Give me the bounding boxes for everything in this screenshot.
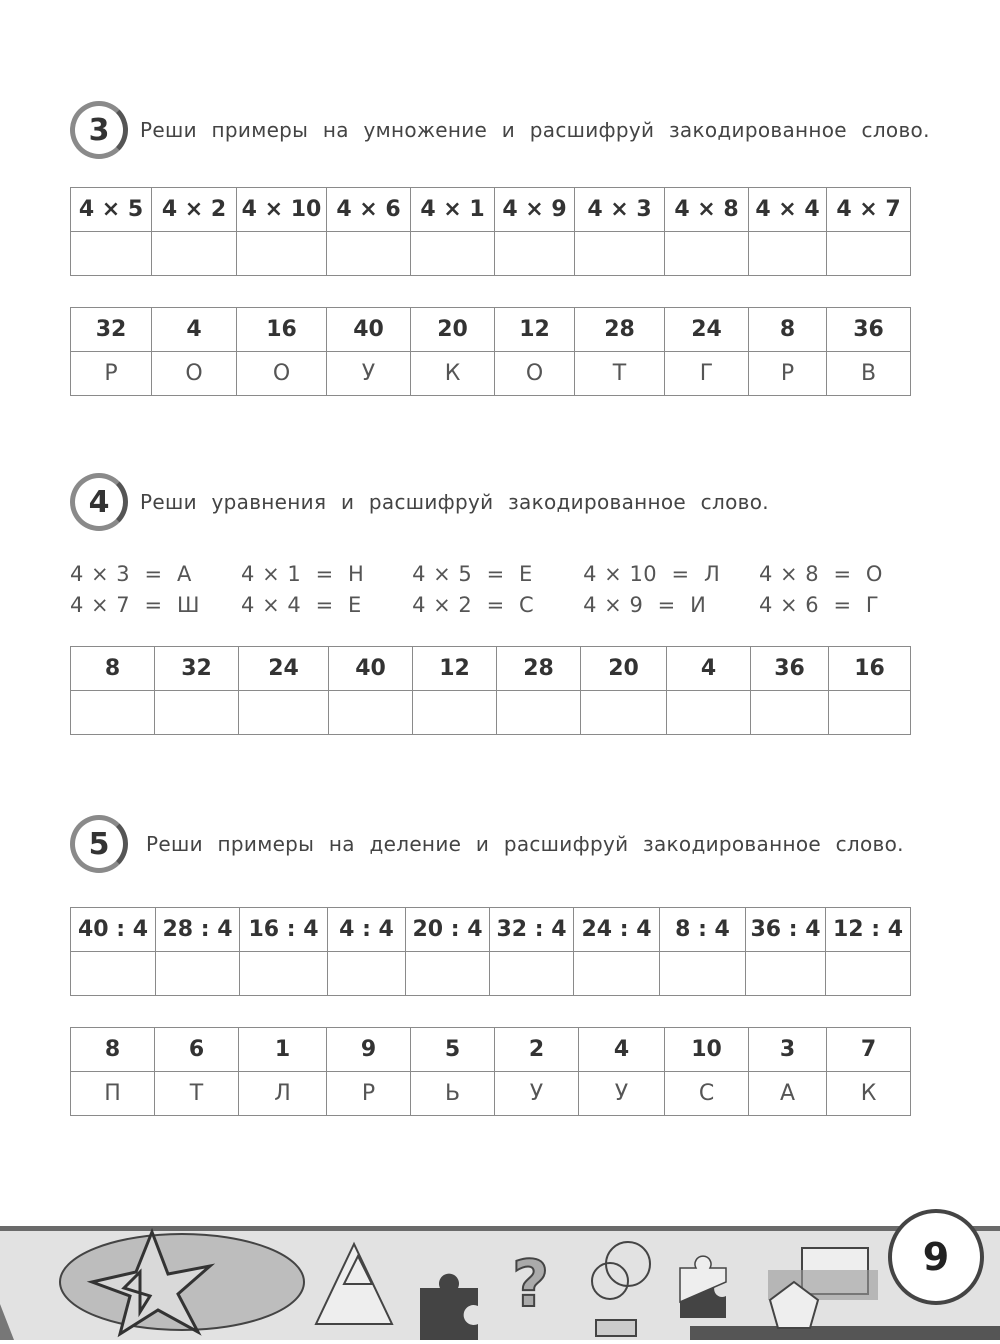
answer-cell[interactable] bbox=[411, 232, 495, 276]
key-letter-cell: А bbox=[749, 1072, 827, 1116]
answer-cell[interactable] bbox=[827, 232, 911, 276]
key-number-cell: 2 bbox=[495, 1028, 579, 1072]
key-equation: 4 × 6 = Г bbox=[758, 592, 880, 617]
key-letter-cell: У bbox=[495, 1072, 579, 1116]
answer-cell[interactable] bbox=[71, 691, 155, 735]
key-equation: 4 × 4 = Е bbox=[241, 592, 362, 617]
answer-cell[interactable] bbox=[667, 691, 751, 735]
example-cell: 4 × 4 bbox=[749, 188, 827, 232]
task-number-badge: 5 bbox=[70, 815, 128, 873]
key-equation: 4 × 9 = И bbox=[583, 592, 707, 617]
example-cell: 4 : 4 bbox=[328, 908, 406, 952]
key-letter-cell: У bbox=[327, 352, 411, 396]
key-equation: 4 × 10 = Л bbox=[583, 561, 721, 586]
example-cell: 4 × 2 bbox=[152, 188, 237, 232]
answer-cell[interactable] bbox=[746, 952, 826, 996]
example-cell: 4 × 10 bbox=[237, 188, 327, 232]
example-cell: 36 : 4 bbox=[746, 908, 826, 952]
number-cell: 8 bbox=[71, 647, 155, 691]
answer-cell[interactable] bbox=[156, 952, 240, 996]
task-number-badge: 3 bbox=[70, 101, 128, 159]
answer-cell[interactable] bbox=[327, 232, 411, 276]
answer-cell[interactable] bbox=[155, 691, 239, 735]
key-letter-cell: У bbox=[579, 1072, 665, 1116]
key-number-cell: 4 bbox=[152, 308, 237, 352]
task-instruction: Реши примеры на деление и расшифруй закодированное слово. bbox=[146, 832, 904, 856]
key-number-cell: 36 bbox=[827, 308, 911, 352]
example-cell: 20 : 4 bbox=[406, 908, 490, 952]
key-letter-cell: Л bbox=[239, 1072, 327, 1116]
key-equation: 4 × 8 = О bbox=[758, 561, 883, 586]
key-number-cell: 16 bbox=[237, 308, 327, 352]
answer-cell[interactable] bbox=[826, 952, 911, 996]
key-number-cell: 8 bbox=[749, 308, 827, 352]
answer-cell[interactable] bbox=[237, 232, 327, 276]
key-number-cell: 10 bbox=[665, 1028, 749, 1072]
key-number-cell: 12 bbox=[495, 308, 575, 352]
key-equation: 4 × 3 = А bbox=[70, 561, 192, 586]
key-row bbox=[70, 589, 930, 620]
key-letter-cell: К bbox=[827, 1072, 911, 1116]
task-5-key-table bbox=[70, 1027, 911, 1116]
example-cell: 4 × 3 bbox=[575, 188, 665, 232]
answer-cell[interactable] bbox=[240, 952, 328, 996]
number-cell: 4 bbox=[667, 647, 751, 691]
example-cell: 40 : 4 bbox=[71, 908, 156, 952]
answer-cell[interactable] bbox=[665, 232, 749, 276]
number-cell: 32 bbox=[155, 647, 239, 691]
answer-cell[interactable] bbox=[71, 952, 156, 996]
key-letter-cell: Р bbox=[327, 1072, 411, 1116]
key-equation: 4 × 5 = Е bbox=[412, 561, 533, 586]
key-letter-cell: Р bbox=[71, 352, 152, 396]
task-5-examples-table bbox=[70, 907, 911, 996]
answer-cell[interactable] bbox=[829, 691, 911, 735]
decorative-footer bbox=[0, 1226, 1000, 1340]
answer-cell[interactable] bbox=[152, 232, 237, 276]
answer-cell[interactable] bbox=[413, 691, 497, 735]
task-instruction: Реши примеры на умножение и расшифруй закодированное слово. bbox=[140, 118, 930, 142]
key-letter-cell: О bbox=[237, 352, 327, 396]
key-letter-cell: Г bbox=[665, 352, 749, 396]
task-5-header bbox=[70, 815, 904, 873]
example-cell: 28 : 4 bbox=[156, 908, 240, 952]
key-number-cell: 32 bbox=[71, 308, 152, 352]
key-letter-cell: Т bbox=[155, 1072, 239, 1116]
page-number: 9 bbox=[888, 1209, 984, 1305]
key-equation: 4 × 1 = Н bbox=[241, 561, 365, 586]
task-4-equation-key bbox=[70, 558, 930, 620]
number-cell: 12 bbox=[413, 647, 497, 691]
key-number-cell: 7 bbox=[827, 1028, 911, 1072]
answer-cell[interactable] bbox=[406, 952, 490, 996]
question-mark-icon bbox=[512, 1248, 549, 1322]
key-letter-cell: О bbox=[495, 352, 575, 396]
number-cell: 20 bbox=[581, 647, 667, 691]
key-number-cell: 28 bbox=[575, 308, 665, 352]
example-cell: 24 : 4 bbox=[574, 908, 660, 952]
key-equation: 4 × 2 = С bbox=[412, 592, 535, 617]
example-cell: 16 : 4 bbox=[240, 908, 328, 952]
answer-cell[interactable] bbox=[71, 232, 152, 276]
example-cell: 4 × 7 bbox=[827, 188, 911, 232]
answer-cell[interactable] bbox=[495, 232, 575, 276]
key-letter-cell: Т bbox=[575, 352, 665, 396]
number-cell: 16 bbox=[829, 647, 911, 691]
answer-cell[interactable] bbox=[490, 952, 574, 996]
key-letter-cell: О bbox=[152, 352, 237, 396]
key-number-cell: 8 bbox=[71, 1028, 155, 1072]
key-number-cell: 5 bbox=[411, 1028, 495, 1072]
key-number-cell: 24 bbox=[665, 308, 749, 352]
task-3-key-table bbox=[70, 307, 911, 396]
key-equation: 4 × 7 = Ш bbox=[70, 592, 200, 617]
key-number-cell: 1 bbox=[239, 1028, 327, 1072]
key-letter-cell: Ь bbox=[411, 1072, 495, 1116]
key-number-cell: 20 bbox=[411, 308, 495, 352]
example-cell: 4 × 9 bbox=[495, 188, 575, 232]
task-3-examples-table bbox=[70, 187, 911, 276]
example-cell: 4 × 8 bbox=[665, 188, 749, 232]
key-letter-cell: К bbox=[411, 352, 495, 396]
key-letter-cell: В bbox=[827, 352, 911, 396]
answer-cell[interactable] bbox=[328, 952, 406, 996]
answer-cell[interactable] bbox=[751, 691, 829, 735]
key-row bbox=[70, 558, 930, 589]
answer-cell[interactable] bbox=[749, 232, 827, 276]
number-cell: 40 bbox=[329, 647, 413, 691]
task-4-header bbox=[70, 473, 769, 531]
example-cell: 8 : 4 bbox=[660, 908, 746, 952]
task-4-answer-table bbox=[70, 646, 911, 735]
key-number-cell: 3 bbox=[749, 1028, 827, 1072]
task-instruction: Реши уравнения и расшифруй закодированное слово. bbox=[140, 490, 769, 514]
task-3-header bbox=[70, 101, 930, 159]
key-number-cell: 9 bbox=[327, 1028, 411, 1072]
number-cell: 36 bbox=[751, 647, 829, 691]
key-number-cell: 6 bbox=[155, 1028, 239, 1072]
answer-cell[interactable] bbox=[574, 952, 660, 996]
task-number-badge: 4 bbox=[70, 473, 128, 531]
example-cell: 12 : 4 bbox=[826, 908, 911, 952]
answer-cell[interactable] bbox=[329, 691, 413, 735]
number-cell: 28 bbox=[497, 647, 581, 691]
example-cell: 4 × 5 bbox=[71, 188, 152, 232]
answer-cell[interactable] bbox=[497, 691, 581, 735]
answer-cell[interactable] bbox=[660, 952, 746, 996]
example-cell: 4 × 1 bbox=[411, 188, 495, 232]
key-number-cell: 4 bbox=[579, 1028, 665, 1072]
key-number-cell: 40 bbox=[327, 308, 411, 352]
answer-cell[interactable] bbox=[239, 691, 329, 735]
answer-cell[interactable] bbox=[575, 232, 665, 276]
key-letter-cell: Р bbox=[749, 352, 827, 396]
number-cell: 24 bbox=[239, 647, 329, 691]
example-cell: 32 : 4 bbox=[490, 908, 574, 952]
key-letter-cell: П bbox=[71, 1072, 155, 1116]
key-letter-cell: С bbox=[665, 1072, 749, 1116]
example-cell: 4 × 6 bbox=[327, 188, 411, 232]
svg-text:?: ? bbox=[512, 1248, 550, 1322]
footer-illustration bbox=[0, 1226, 1000, 1340]
answer-cell[interactable] bbox=[581, 691, 667, 735]
